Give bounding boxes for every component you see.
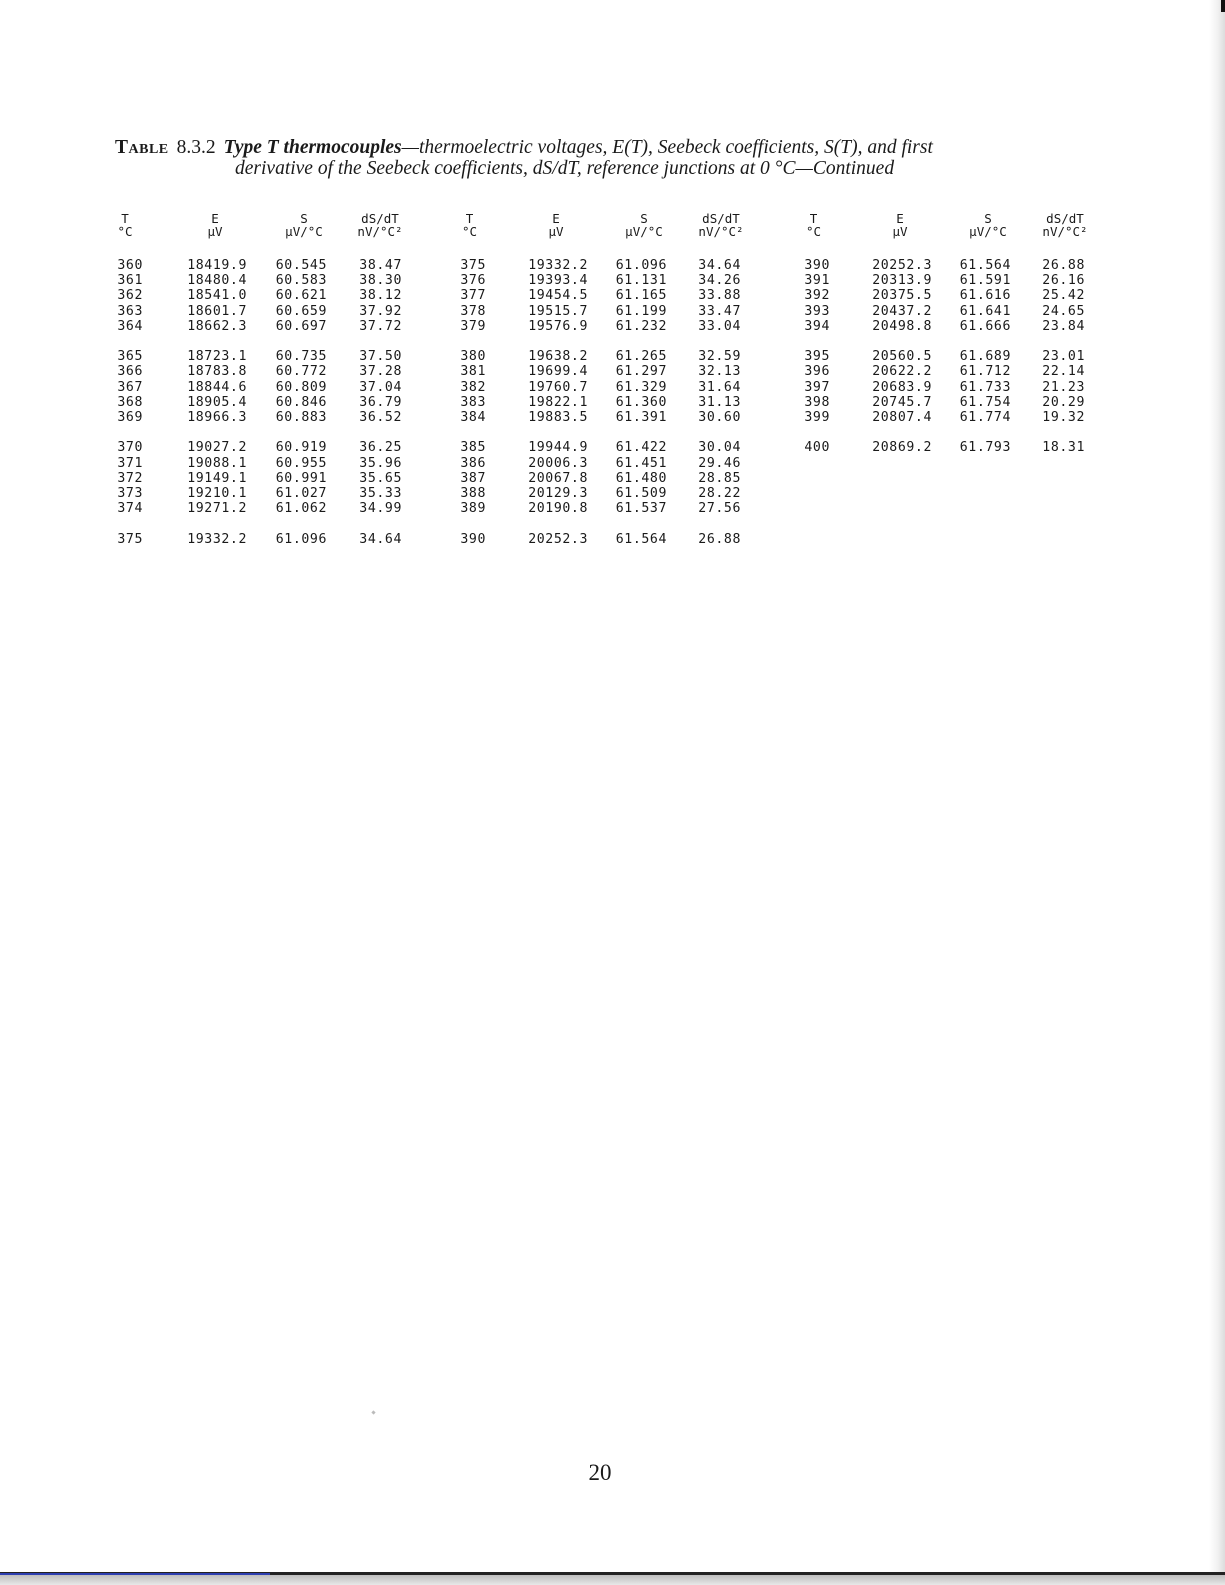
table-cell: 378 <box>460 303 486 319</box>
table-cell: 21.23 <box>1042 379 1085 395</box>
row-gap <box>172 425 247 440</box>
header-e <box>865 212 935 238</box>
header-unit: μV <box>548 224 564 239</box>
header-s <box>608 212 680 238</box>
table-cell: 380 <box>460 349 486 365</box>
table-cell: 388 <box>460 486 486 502</box>
table-cell: 36.25 <box>359 440 402 456</box>
row-gap <box>797 425 830 440</box>
table-cell: 61.591 <box>959 273 1011 289</box>
column-t <box>110 258 143 547</box>
table-cell: 19332.2 <box>187 531 247 547</box>
table-cell: 61.062 <box>275 501 327 517</box>
table-cell: 61.564 <box>615 531 667 547</box>
scan-corner-mark <box>1221 0 1225 12</box>
table-cell: 20190.8 <box>528 501 588 517</box>
table-cell: 31.13 <box>698 394 741 410</box>
table-cell: 60.545 <box>275 258 327 273</box>
table-cell: 61.232 <box>615 318 667 334</box>
table-cell: 61.096 <box>275 531 327 547</box>
column-t <box>453 258 486 547</box>
header-dsdt <box>350 212 410 238</box>
table-cell: 400 <box>804 440 830 456</box>
table-cell: 20252.3 <box>872 258 932 273</box>
header-unit: °C <box>461 224 478 239</box>
table-cell: 20560.5 <box>872 349 932 365</box>
table-cell: 20313.9 <box>872 273 932 289</box>
table-cell: 35.65 <box>359 470 402 486</box>
row-gap <box>513 516 588 531</box>
table-cell: 19576.9 <box>528 318 588 334</box>
table-cell: 367 <box>117 379 143 395</box>
table-cell: 376 <box>460 273 486 289</box>
table-cell: 395 <box>804 349 830 365</box>
table-number: 8.3.2 <box>176 137 216 158</box>
table-cell: 35.96 <box>359 455 402 471</box>
table-description-line2: derivative of the Seebeck coefficients, dS/dT, reference junctions at 0 °C—Continued <box>235 158 895 179</box>
table-cell: 31.64 <box>698 379 741 395</box>
table-cell: 19699.4 <box>528 364 588 380</box>
table-cell: 371 <box>117 455 143 471</box>
row-gap <box>265 516 327 531</box>
table-cell: 383 <box>460 394 486 410</box>
row-gap <box>949 334 1011 349</box>
row-gap <box>350 425 402 440</box>
table-cell: 61.131 <box>615 273 667 289</box>
table-cell: 398 <box>804 394 830 410</box>
table-cell: 386 <box>460 455 486 471</box>
table-cell: 36.79 <box>359 394 402 410</box>
header-t <box>110 212 140 238</box>
header-symbol: S <box>640 211 648 226</box>
table-cell: 61.754 <box>959 394 1011 410</box>
row-gap <box>689 425 741 440</box>
table-cell: 382 <box>460 379 486 395</box>
table-cell: 392 <box>804 288 830 304</box>
table-cell: 20129.3 <box>528 486 588 502</box>
table-cell: 28.22 <box>698 486 741 502</box>
table-cell: 368 <box>117 394 143 410</box>
table-cell: 18419.9 <box>187 258 247 273</box>
header-symbol: dS/dT <box>361 211 399 226</box>
header-unit: nV/°C² <box>1042 224 1088 239</box>
table-cell: 385 <box>460 440 486 456</box>
table-cell: 20745.7 <box>872 394 932 410</box>
table-cell: 27.56 <box>698 501 741 517</box>
table-cell: 20067.8 <box>528 470 588 486</box>
table-cell: 60.809 <box>275 379 327 395</box>
header-dsdt <box>691 212 751 238</box>
table-cell: 33.47 <box>698 303 741 319</box>
table-cell: 23.01 <box>1042 349 1085 365</box>
row-gap <box>689 334 741 349</box>
table-cell: 19883.5 <box>528 410 588 426</box>
header-unit: μV/°C <box>969 224 1007 239</box>
table-cell: 363 <box>117 303 143 319</box>
header-symbol: T <box>809 211 818 226</box>
table-cell: 18.31 <box>1042 440 1085 456</box>
table-cell: 34.64 <box>359 531 402 547</box>
table-cell: 61.793 <box>959 440 1011 456</box>
table-cell: 30.60 <box>698 410 741 426</box>
header-unit: μV/°C <box>625 224 663 239</box>
table-cell: 19760.7 <box>528 379 588 395</box>
table-title: Type T thermocouples <box>223 137 402 158</box>
table-cell: 18601.7 <box>187 303 247 319</box>
row-gap <box>605 516 667 531</box>
column-s <box>265 258 327 547</box>
table-cell: 38.12 <box>359 288 402 304</box>
table-block-2 <box>453 212 783 562</box>
table-cell: 393 <box>804 303 830 319</box>
table-cell: 372 <box>117 470 143 486</box>
table-cell: 19454.5 <box>528 288 588 304</box>
table-cell: 60.991 <box>275 470 327 486</box>
table-cell: 360 <box>117 258 143 273</box>
row-gap <box>265 425 327 440</box>
scan-speck <box>371 1410 375 1414</box>
table-cell: 60.659 <box>275 303 327 319</box>
table-cell: 61.199 <box>615 303 667 319</box>
table-cell: 381 <box>460 364 486 380</box>
column-t <box>797 258 830 456</box>
table-cell: 61.165 <box>615 288 667 304</box>
table-cell: 61.027 <box>275 486 327 502</box>
row-gap <box>350 516 402 531</box>
table-cell: 28.85 <box>698 470 741 486</box>
table-cell: 20807.4 <box>872 410 932 426</box>
table-cell: 364 <box>117 318 143 334</box>
table-cell: 61.360 <box>615 394 667 410</box>
table-cell: 61.509 <box>615 486 667 502</box>
column-s <box>949 258 1011 456</box>
table-cell: 60.955 <box>275 455 327 471</box>
row-gap <box>513 425 588 440</box>
table-cell: 18783.8 <box>187 364 247 380</box>
header-e <box>180 212 250 238</box>
table-cell: 365 <box>117 349 143 365</box>
table-cell: 61.689 <box>959 349 1011 365</box>
column-e <box>172 258 247 547</box>
table-cell: 375 <box>460 258 486 273</box>
header-symbol: S <box>984 211 992 226</box>
table-cell: 37.04 <box>359 379 402 395</box>
table-cell: 18662.3 <box>187 318 247 334</box>
row-gap <box>350 334 402 349</box>
table-cell: 19210.1 <box>187 486 247 502</box>
table-cell: 394 <box>804 318 830 334</box>
row-gap <box>110 425 143 440</box>
table-cell: 30.04 <box>698 440 741 456</box>
table-cell: 38.47 <box>359 258 402 273</box>
header-dsdt <box>1035 212 1095 238</box>
table-cell: 61.666 <box>959 318 1011 334</box>
header-t <box>453 212 486 238</box>
table-cell: 19393.4 <box>528 273 588 289</box>
table-cell: 60.919 <box>275 440 327 456</box>
table-cell: 18541.0 <box>187 288 247 304</box>
table-cell: 61.480 <box>615 470 667 486</box>
table-cell: 18480.4 <box>187 273 247 289</box>
table-cell: 19515.7 <box>528 303 588 319</box>
table-cell: 25.42 <box>1042 288 1085 304</box>
table-cell: 61.616 <box>959 288 1011 304</box>
table-cell: 374 <box>117 501 143 517</box>
table-cell: 20683.9 <box>872 379 932 395</box>
row-gap <box>605 334 667 349</box>
table-cell: 390 <box>804 258 830 273</box>
table-cell: 399 <box>804 410 830 426</box>
table-cell: 61.297 <box>615 364 667 380</box>
table-cell: 35.33 <box>359 486 402 502</box>
row-gap <box>453 334 486 349</box>
table-cell: 61.537 <box>615 501 667 517</box>
row-gap <box>172 334 247 349</box>
row-gap <box>265 334 327 349</box>
table-cell: 34.64 <box>698 258 741 273</box>
table-cell: 366 <box>117 364 143 380</box>
table-cell: 387 <box>460 470 486 486</box>
table-block-1 <box>110 212 440 562</box>
row-gap <box>949 425 1011 440</box>
table-cell: 362 <box>117 288 143 304</box>
table-cell: 61.774 <box>959 410 1011 426</box>
table-cell: 19638.2 <box>528 349 588 365</box>
table-cell: 32.59 <box>698 349 741 365</box>
table-cell: 361 <box>117 273 143 289</box>
table-cell: 20.29 <box>1042 394 1085 410</box>
table-cell: 61.641 <box>959 303 1011 319</box>
table-cell: 61.265 <box>615 349 667 365</box>
table-cell: 26.16 <box>1042 273 1085 289</box>
table-cell: 60.883 <box>275 410 327 426</box>
table-cell: 61.096 <box>615 258 667 273</box>
table-cell: 61.712 <box>959 364 1011 380</box>
page-edge-shadow <box>1209 0 1225 1585</box>
header-unit: μV/°C <box>285 224 323 239</box>
column-e <box>857 258 932 456</box>
header-unit: μV <box>892 224 908 239</box>
header-unit: nV/°C² <box>698 224 744 239</box>
table-cell: 61.451 <box>615 455 667 471</box>
header-symbol: T <box>121 211 129 226</box>
table-cell: 24.65 <box>1042 303 1085 319</box>
table-cell: 379 <box>460 318 486 334</box>
header-symbol: S <box>300 211 308 226</box>
table-cell: 22.14 <box>1042 364 1085 380</box>
table-cell: 370 <box>117 440 143 456</box>
header-symbol: E <box>896 211 904 226</box>
column-s <box>605 258 667 547</box>
table-cell: 61.564 <box>959 258 1011 273</box>
table-cell: 26.88 <box>698 531 741 547</box>
row-gap <box>453 516 486 531</box>
row-gap <box>513 334 588 349</box>
table-cell: 19149.1 <box>187 470 247 486</box>
table-cell: 18723.1 <box>187 349 247 365</box>
table-cell: 61.733 <box>959 379 1011 395</box>
table-cell: 18905.4 <box>187 394 247 410</box>
table-cell: 60.621 <box>275 288 327 304</box>
table-cell: 19944.9 <box>528 440 588 456</box>
table-cell: 20006.3 <box>528 455 588 471</box>
header-symbol: dS/dT <box>1046 211 1084 226</box>
table-cell: 60.735 <box>275 349 327 365</box>
table-cell: 19271.2 <box>187 501 247 517</box>
header-unit: °C <box>117 224 133 239</box>
table-cell: 61.329 <box>615 379 667 395</box>
table-description-line1: —thermoelectric voltages, E(T), Seebeck coefficients, S(T), and first <box>401 137 933 158</box>
table-cell: 369 <box>117 410 143 426</box>
table-cell: 26.88 <box>1042 258 1085 273</box>
table-cell: 34.26 <box>698 273 741 289</box>
table-cell: 19027.2 <box>187 440 247 456</box>
table-cell: 19332.2 <box>528 258 588 273</box>
table-caption <box>115 137 1100 179</box>
table-cell: 377 <box>460 288 486 304</box>
table-cell: 18966.3 <box>187 410 247 426</box>
row-gap <box>857 334 932 349</box>
header-symbol: E <box>552 211 560 226</box>
page-number: 20 <box>588 1460 612 1485</box>
row-gap <box>453 425 486 440</box>
table-cell: 20437.2 <box>872 303 932 319</box>
table-cell: 60.697 <box>275 318 327 334</box>
table-cell: 389 <box>460 501 486 517</box>
header-symbol: T <box>465 211 474 226</box>
table-cell: 390 <box>460 531 486 547</box>
table-cell: 18844.6 <box>187 379 247 395</box>
row-gap <box>172 516 247 531</box>
row-gap <box>110 516 143 531</box>
table-cell: 38.30 <box>359 273 402 289</box>
column-e <box>513 258 588 547</box>
table-cell: 396 <box>804 364 830 380</box>
column-dsdt <box>350 258 402 547</box>
table-cell: 29.46 <box>698 455 741 471</box>
table-cell: 20622.2 <box>872 364 932 380</box>
table-cell: 384 <box>460 410 486 426</box>
row-gap <box>110 334 143 349</box>
table-cell: 391 <box>804 273 830 289</box>
row-gap <box>797 334 830 349</box>
table-label: Table <box>115 137 169 158</box>
row-gap <box>857 425 932 440</box>
scan-bottom-shadow <box>0 1575 1225 1585</box>
table-cell: 37.92 <box>359 303 402 319</box>
table-cell: 37.50 <box>359 349 402 365</box>
header-unit: nV/°C² <box>357 224 403 239</box>
table-cell: 61.391 <box>615 410 667 426</box>
table-cell: 37.72 <box>359 318 402 334</box>
table-cell: 19822.1 <box>528 394 588 410</box>
header-symbol: E <box>211 211 219 226</box>
table-cell: 20375.5 <box>872 288 932 304</box>
table-cell: 20252.3 <box>528 531 588 547</box>
column-dsdt <box>1033 258 1085 456</box>
header-s <box>952 212 1024 238</box>
table-block-3 <box>797 212 1127 562</box>
column-dsdt <box>689 258 741 547</box>
header-unit: μV <box>207 224 223 239</box>
header-s <box>268 212 340 238</box>
table-cell: 20498.8 <box>872 318 932 334</box>
table-cell: 373 <box>117 486 143 502</box>
table-cell: 60.772 <box>275 364 327 380</box>
table-cell: 375 <box>117 531 143 547</box>
header-t <box>797 212 830 238</box>
table-cell: 37.28 <box>359 364 402 380</box>
table-cell: 23.84 <box>1042 318 1085 334</box>
table-cell: 34.99 <box>359 501 402 517</box>
table-cell: 60.846 <box>275 394 327 410</box>
table-cell: 60.583 <box>275 273 327 289</box>
row-gap <box>1033 425 1085 440</box>
header-symbol: dS/dT <box>702 211 740 226</box>
row-gap <box>689 516 741 531</box>
table-cell: 36.52 <box>359 410 402 426</box>
header-e <box>521 212 591 238</box>
table-cell: 397 <box>804 379 830 395</box>
row-gap <box>605 425 667 440</box>
table-cell: 19.32 <box>1042 410 1085 426</box>
table-cell: 61.422 <box>615 440 667 456</box>
table-cell: 20869.2 <box>872 440 932 456</box>
row-gap <box>1033 334 1085 349</box>
header-unit: °C <box>805 224 822 239</box>
table-cell: 33.88 <box>698 288 741 304</box>
table-cell: 33.04 <box>698 318 741 334</box>
table-cell: 32.13 <box>698 364 741 380</box>
table-cell: 19088.1 <box>187 455 247 471</box>
